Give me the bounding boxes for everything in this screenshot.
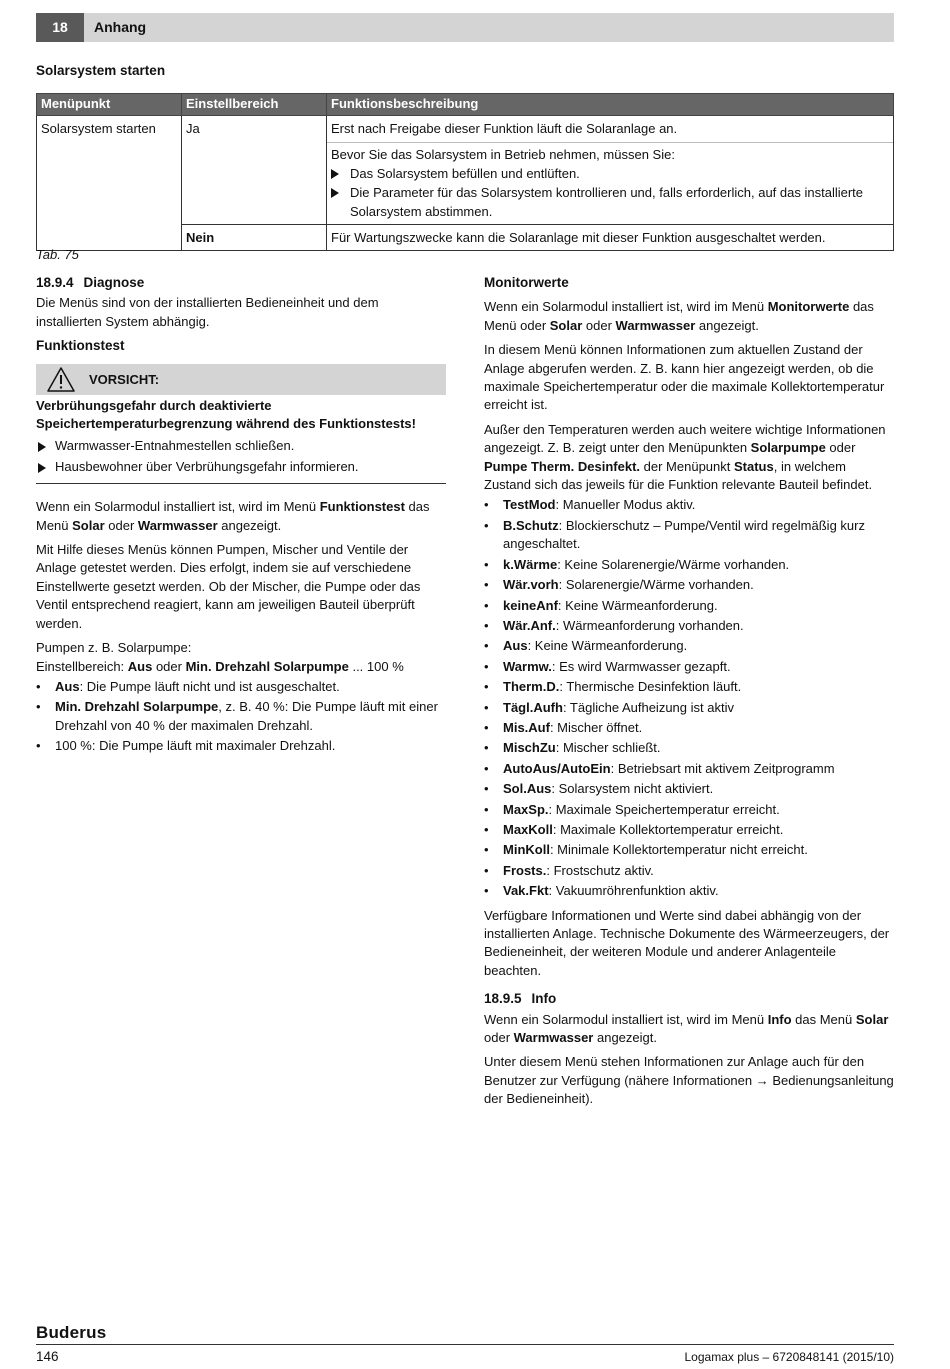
warning-text: Verbrühungsgefahr durch deaktivierte Speichertemperaturbegrenzung während des Funktionstests! [36, 397, 416, 432]
triangle-bullet-icon [38, 463, 46, 473]
warning-label: VORSICHT: [89, 371, 160, 387]
warning-step-1: Warmwasser-Entnahmestellen schließen. [36, 437, 446, 455]
funktionstest-paragraph-1: Wenn ein Solarmodul installiert ist, wird im Menü Funktionstest das Menü Solar oder Warmwasser angezeigt. [36, 499, 430, 533]
col-header-funktionsbeschreibung: Funktionsbeschreibung [327, 94, 894, 116]
monitor-paragraph-1: Wenn ein Solarmodul installiert ist, wird im Menü Monitorwerte das Menü oder Solar oder Warmwasser angezeigt. [484, 299, 874, 333]
table-caption: Tab. 75 [36, 247, 79, 262]
list-item: • Frosts.: Frostschutz aktiv. [484, 862, 894, 880]
triangle-bullet-icon [331, 188, 339, 198]
list-item: • Aus: Keine Wärmeanforderung. [484, 637, 894, 655]
warning-triangle-icon [46, 366, 76, 393]
cell-nein-description: Für Wartungszwecke kann die Solaranlage mit dieser Funktion ausgeschaltet werden. [327, 225, 894, 251]
ja-step-1: Das Solarsystem befüllen und entlüften. [331, 164, 889, 183]
list-item: • B.Schutz: Blockierschutz – Pumpe/Ventil wird regelmäßig kurz angeschaltet. [484, 517, 894, 554]
left-column [36, 274, 446, 762]
info-paragraph-2: Unter diesem Menü stehen Informationen zur Anlage auch für den Benutzer zur Verfügung (nähere Informationen → Bedienungsanleitung der Bedieneinheit). [484, 1054, 894, 1107]
document-reference: Logamax plus – 6720848141 (2015/10) [684, 1350, 894, 1364]
list-item: • Sol.Aus: Solarsystem nicht aktiviert. [484, 780, 894, 798]
list-item: • Mis.Auf: Mischer öffnet. [484, 719, 894, 737]
list-item: • Min. Drehzahl Solarpumpe, z. B. 40 %: Die Pumpe läuft mit einer Drehzahl von 40 % der maximalen Drehzahl. [36, 698, 446, 735]
list-item: • MaxKoll: Maximale Kollektortemperatur erreicht. [484, 821, 894, 839]
warning-end-rule [36, 483, 446, 484]
page-number: 146 [36, 1349, 59, 1364]
ja-step-2: Die Parameter für das Solarsystem kontrollieren und, falls erforderlich, auf das installierte Solarsystem abstimmen. [331, 183, 889, 221]
funktionstest-paragraph-3: Pumpen z. B. Solarpumpe: Einstellbereich: Aus oder Min. Drehzahl Solarpumpe ... 100 % [36, 640, 404, 674]
cell-ja: Ja [182, 116, 327, 225]
list-item: • Wär.Anf.: Wärmeanforderung vorhanden. [484, 617, 894, 635]
heading-funktionstest: Funktionstest [36, 338, 125, 354]
warning-step-2: Hausbewohner über Verbrühungsgefahr informieren. [36, 458, 446, 476]
col-header-einstellbereich: Einstellbereich [182, 94, 327, 116]
list-item: • AutoAus/AutoEin: Betriebsart mit aktivem Zeitprogramm [484, 760, 894, 778]
diagnose-text: Die Menüs sind von der installierten Bedieneinheit und dem installierten System abhängig. [36, 295, 379, 329]
monitor-paragraph-4: Verfügbare Informationen und Werte sind dabei abhängig von der installierten Anlage. Technische Dokumente des Wärmeerzeugers, der Bedieneinheit, der weiteren Module und anderer Anlagenteile beachten. [484, 907, 890, 978]
info-paragraph-1: Wenn ein Solarmodul installiert ist, wird im Menü Info das Menü Solar oder Warmwasser angezeigt. [484, 1011, 889, 1046]
list-item: • 100 %: Die Pumpe läuft mit maximaler Drehzahl. [36, 737, 446, 755]
status-list [484, 496, 894, 900]
heading-monitorwerte: Monitorwerte [484, 275, 569, 290]
monitor-paragraph-3: Außer den Temperaturen werden auch weitere wichtige Informationen angezeigt. Z. B. zeigt unter den Menüpunkten Solarpumpe oder Pumpe Therm. Desinfekt. der Menüpunkt Status, in welchem Zustand sich das jeweils für die Funktion relevante Bauteil befindet. [484, 421, 886, 493]
list-item: • Warmw.: Es wird Warmwasser gezapft. [484, 658, 894, 676]
list-item: • Tägl.Aufh: Tägliche Aufheizung ist aktiv [484, 699, 894, 717]
triangle-bullet-icon [38, 442, 46, 452]
list-item: • keineAnf: Keine Wärmeanforderung. [484, 597, 894, 615]
chapter-title: Anhang [94, 19, 147, 35]
footer-rule [36, 1344, 894, 1345]
ja-desc-2: Bevor Sie das Solarsystem in Betrieb nehmen, müssen Sie: [331, 147, 675, 162]
funktionstest-paragraph-2: Mit Hilfe dieses Menüs können Pumpen, Mischer und Ventile der Anlage getestet werden. Dies erfolgt, indem sie auf verschiedene Einstellwerte gesetzt werden. Ob der Mischer, die Pumpe oder das Ventil entsprechend reagiert, kann am jeweiligen Bauteil überprüft werden. [36, 542, 421, 631]
chapter-number: 18 [36, 13, 84, 42]
list-item: • k.Wärme: Keine Solarenergie/Wärme vorhanden. [484, 556, 894, 574]
table-row [37, 116, 894, 225]
list-item: • MaxSp.: Maximale Speichertemperatur erreicht. [484, 801, 894, 819]
ja-desc-1: Erst nach Freigabe dieser Funktion läuft die Solaranlage an. [331, 121, 678, 136]
cell-nein: Nein [182, 225, 327, 251]
right-column [484, 274, 894, 1115]
list-item: • MischZu: Mischer schließt. [484, 739, 894, 757]
list-item: • Vak.Fkt: Vakuumröhrenfunktion aktiv. [484, 882, 894, 900]
pump-setting-list [36, 678, 446, 756]
buderus-logo: Buderus [36, 1323, 107, 1342]
list-item: • Wär.vorh: Solarenergie/Wärme vorhanden. [484, 576, 894, 594]
menu-table [36, 93, 894, 251]
heading-info: 18.9.5 Info [484, 991, 557, 1007]
triangle-bullet-icon [331, 169, 339, 179]
monitor-paragraph-2: In diesem Menü können Informationen zum aktuellen Zustand der Anlage abgerufen werden. Z. B. kann hier angezeigt werden, ob die maximale Speichertemperatur oder die maximale Kollektortemperatur erreicht ist. [484, 342, 885, 413]
list-item: • TestMod: Manueller Modus aktiv. [484, 496, 894, 514]
list-item: • Aus: Die Pumpe läuft nicht und ist ausgeschaltet. [36, 678, 446, 696]
cell-ja-description [327, 116, 894, 225]
table-header-row [37, 94, 894, 116]
col-header-menuepunkt: Menüpunkt [37, 94, 182, 116]
warning-bar [36, 364, 446, 395]
chapter-header [36, 13, 894, 42]
list-item: • Therm.D.: Thermische Desinfektion läuft. [484, 678, 894, 696]
heading-diagnose: 18.9.4 Diagnose [36, 275, 145, 290]
cell-menu-item: Solarsystem starten [37, 116, 182, 251]
section-title: Solarsystem starten [36, 63, 166, 78]
list-item: • MinKoll: Minimale Kollektortemperatur nicht erreicht. [484, 841, 894, 859]
